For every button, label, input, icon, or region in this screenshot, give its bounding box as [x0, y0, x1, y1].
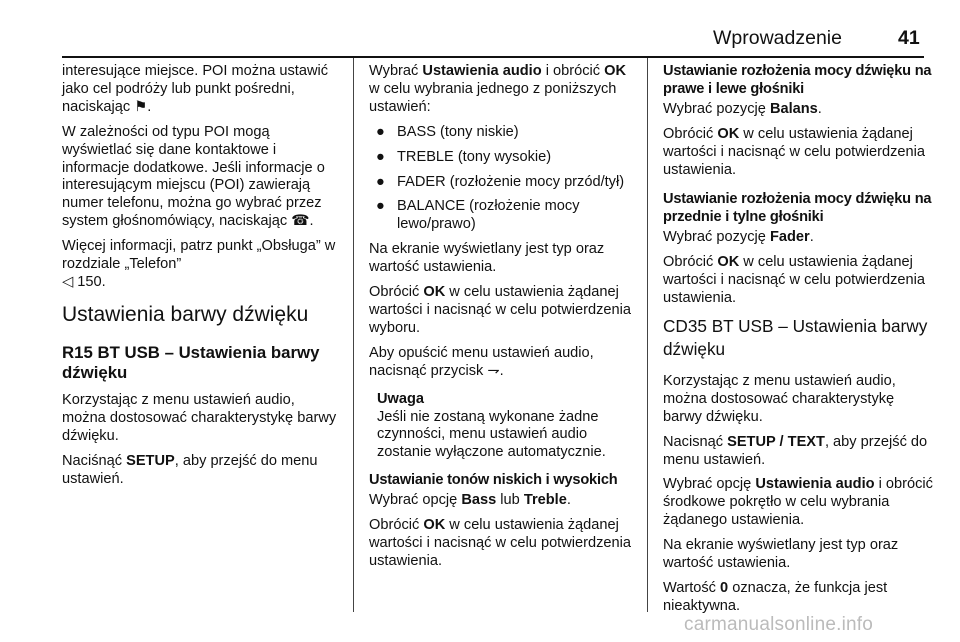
paragraph-press-setup: Naciśnąć SETUP, aby przejść do menu ustawień.	[62, 452, 318, 487]
paragraph-select-balance: Wybrać pozycję Balans.	[663, 100, 822, 117]
back-icon: ⇁	[487, 362, 500, 379]
column-divider-1	[353, 58, 354, 612]
note-heading: Uwaga	[377, 390, 425, 407]
page-reference-icon: ◁	[62, 273, 74, 290]
paragraph-poi-contact: W zależności od typu POI mogą wyświetlać się dane kontaktowe i informacje dodatkowe. Jeśli informacje o interesującym miejscu (POI) zawierają numer telefonu, można go wybrać przez system głośnomówiący, naciskając ☎.	[62, 123, 325, 230]
page-number: 41	[898, 27, 920, 49]
header-rule	[62, 56, 924, 58]
phone-icon: ☎	[291, 213, 310, 230]
paragraph-value-zero: Wartość 0 oznacza, że funkcja jest nieaktywna.	[663, 579, 888, 614]
list-item: ● TREBLE (tony wysokie)	[376, 148, 552, 165]
paragraph-display-type-cd35: Na ekranie wyświetlany jest typ oraz wartość ustawienia.	[663, 537, 899, 572]
watermark: carmanualsonline.info	[684, 614, 874, 635]
column-2	[369, 63, 635, 578]
paragraph-select-audio: Wybrać Ustawienia audio i obrócić OK w celu wybrania jednego z poniższych ustawień:	[369, 63, 626, 115]
list-item: ● BASS (tony niskie)	[376, 123, 519, 140]
paragraph-poi-destination: interesujące miejsce. POI można ustawić jako cel podróży lub punkt pośredni, naciskając ⚑.	[62, 63, 329, 115]
note-text: Jeśli nie zostaną wykonane żadne czynności, menu ustawień audio zostanie wyłączone automatycznie.	[377, 408, 606, 461]
note-box	[369, 391, 635, 463]
setup-button-label: SETUP	[126, 452, 175, 469]
section-heading: Ustawienia barwy dźwięku	[62, 302, 309, 326]
paragraph-turn-ok: Obrócić OK w celu ustawienia żądanej wartości i nacisnąć w celu potwierdzenia wyboru.	[369, 284, 631, 336]
subsection-heading-r15: R15 BT USB – Ustawienia barwy dźwięku	[62, 342, 320, 382]
heading-bass-treble: Ustawianie tonów niskich i wysokich	[369, 472, 618, 489]
list-item: ● FADER (rozłożenie mocy przód/tył)	[376, 173, 625, 190]
column-3	[663, 63, 933, 623]
heading-fader: Ustawianie rozłożenia mocy dźwięku na przednie i tylne głośniki	[663, 191, 932, 226]
flag-icon: ⚑	[134, 98, 148, 115]
paragraph-more-info: Więcej informacji, patrz punkt „Obsługa” w rozdziale „Telefon” ◁ 150.	[62, 238, 336, 290]
bullet-icon: ●	[376, 173, 385, 190]
column-1	[62, 63, 338, 495]
paragraph-intro: Korzystając z menu ustawień audio, można dostosować charakterystykę barwy dźwięku.	[62, 391, 337, 444]
bullet-icon: ●	[376, 148, 385, 165]
heading-balance: Ustawianie rozłożenia mocy dźwięku na prawe i lewe głośniki	[663, 63, 932, 97]
paragraph-turn-ok-fader: Obrócić OK w celu ustawienia żądanej wartości i nacisnąć w celu potwierdzenia ustawienia.	[663, 254, 925, 306]
bullet-icon: ●	[376, 198, 385, 215]
paragraph-exit-menu: Aby opuścić menu ustawień audio, nacisnąć przycisk ⇁.	[369, 344, 594, 379]
bullet-icon: ●	[376, 123, 385, 140]
paragraph-select-audio-cd35: Wybrać opcję Ustawienia audio i obrócić środkowe pokrętło w celu wybrania żądanego ustawienia.	[663, 476, 933, 529]
column-divider-2	[647, 58, 648, 612]
paragraph-display-type: Na ekranie wyświetlany jest typ oraz wartość ustawienia.	[369, 241, 605, 276]
list-item: ● BALANCE (rozłożenie mocy lewo/prawo)	[376, 198, 580, 233]
paragraph-select-fader: Wybrać pozycję Fader.	[663, 229, 814, 246]
page-reference-link[interactable]: 150.	[77, 273, 106, 290]
settings-list	[369, 124, 635, 235]
paragraph-turn-ok-confirm: Obrócić OK w celu ustawienia żądanej wartości i nacisnąć w celu potwierdzenia ustawienia.	[369, 517, 631, 569]
page-header-title: Wprowadzenie	[713, 27, 842, 49]
paragraph-select-bass: Wybrać opcję Bass lub Treble.	[369, 492, 571, 509]
paragraph-cd35-intro: Korzystając z menu ustawień audio, można dostosować charakterystykę barwy dźwięku.	[663, 372, 896, 425]
subsection-heading-cd35: CD35 BT USB – Ustawienia barwy dźwięku	[663, 315, 928, 359]
paragraph-press-setup-text: Nacisnąć SETUP / TEXT, aby przejść do menu ustawień.	[663, 433, 928, 468]
paragraph-turn-ok-balance: Obrócić OK w celu ustawienia żądanej wartości i nacisnąć w celu potwierdzenia ustawienia.	[663, 125, 925, 178]
